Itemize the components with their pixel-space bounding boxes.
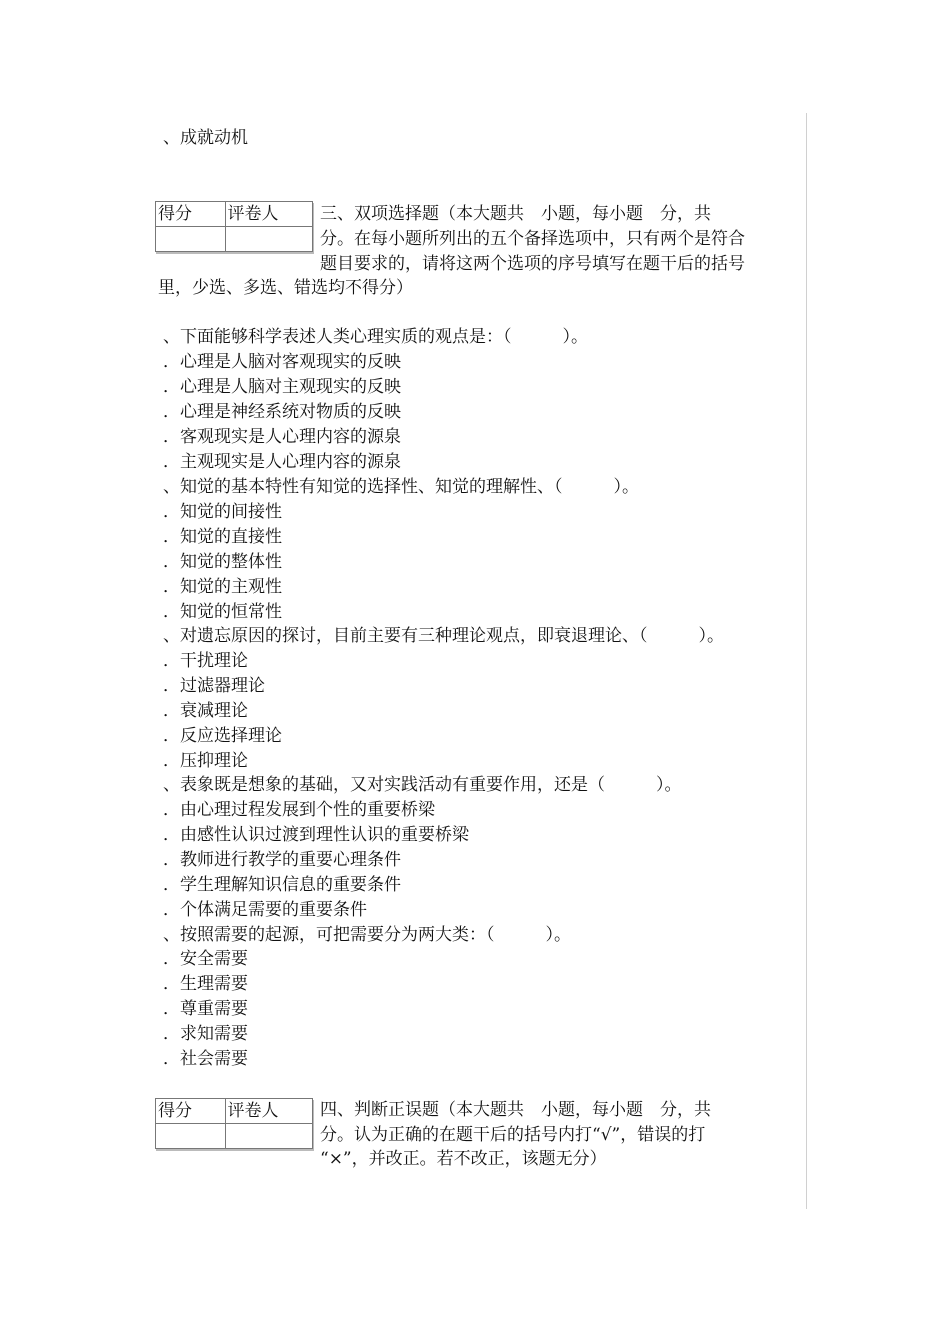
question-option: ．学生理解知识信息的重要条件 (163, 875, 401, 895)
question-stem: 、下面能够科学表述人类心理实质的观点是：（ ）。 (163, 327, 588, 347)
score-cell[interactable] (156, 227, 226, 252)
question-option: ．压抑理论 (163, 751, 248, 771)
question-option: ．衰减理论 (163, 701, 248, 721)
question-stem: 、对遗忘原因的探讨，目前主要有三种理论观点，即衰退理论、（ ）。 (163, 626, 724, 646)
question-option: ．教师进行教学的重要心理条件 (163, 850, 401, 870)
question-option: ．知觉的恒常性 (163, 602, 282, 622)
question-option: ．知觉的直接性 (163, 527, 282, 547)
question-option: ．求知需要 (163, 1024, 248, 1044)
question-option: ．过滤器理论 (163, 676, 265, 696)
question-option: ．客观现实是人心理内容的源泉 (163, 427, 401, 447)
score-table-section3 (155, 201, 313, 252)
section4-title: 四、判断正误题（本大题共 小题，每小题 分，共 (320, 1100, 711, 1120)
section3-instruction: 题目要求的，请将这两个选项的序号填写在题干后的括号 (320, 254, 745, 274)
grader-header: 评卷人 (225, 202, 312, 227)
score-cell[interactable] (156, 1124, 226, 1149)
right-margin-line (806, 113, 807, 1209)
question-option: ．心理是人脑对主观现实的反映 (163, 377, 401, 397)
section4-instruction: “×”，并改正。若不改正，该题无分） (320, 1149, 607, 1169)
question-option: ．尊重需要 (163, 999, 248, 1019)
question-stem: 、按照需要的起源，可把需要分为两大类：（ ）。 (163, 925, 571, 945)
lead-item: 、成就动机 (163, 128, 248, 148)
question-option: ．由感性认识过渡到理性认识的重要桥梁 (163, 825, 469, 845)
question-option: ．社会需要 (163, 1049, 248, 1069)
question-option: ．干扰理论 (163, 651, 248, 671)
grader-cell[interactable] (225, 1124, 312, 1149)
section3-instruction: 里，少选、多选、错选均不得分） (158, 278, 413, 298)
question-option: ．知觉的整体性 (163, 552, 282, 572)
question-option: ．心理是人脑对客观现实的反映 (163, 352, 401, 372)
score-header: 得分 (156, 202, 226, 227)
question-option: ．知觉的间接性 (163, 502, 282, 522)
question-option: ．反应选择理论 (163, 726, 282, 746)
question-option: ．个体满足需要的重要条件 (163, 900, 367, 920)
section3-instruction: 分。在每小题所列出的五个备择选项中，只有两个是符合 (320, 229, 745, 249)
question-option: ．心理是神经系统对物质的反映 (163, 402, 401, 422)
grader-header: 评卷人 (225, 1099, 312, 1124)
section4-instruction: 分。认为正确的在题干后的括号内打“√”，错误的打 (320, 1125, 706, 1145)
question-option: ．主观现实是人心理内容的源泉 (163, 452, 401, 472)
grader-cell[interactable] (225, 227, 312, 252)
score-header: 得分 (156, 1099, 226, 1124)
question-option: ．知觉的主观性 (163, 577, 282, 597)
question-stem: 、知觉的基本特性有知觉的选择性、知觉的理解性、（ ）。 (163, 477, 639, 497)
section3-title: 三、双项选择题（本大题共 小题，每小题 分，共 (320, 204, 711, 224)
question-option: ．安全需要 (163, 949, 248, 969)
question-option: ．由心理过程发展到个性的重要桥梁 (163, 800, 435, 820)
question-option: ．生理需要 (163, 974, 248, 994)
question-stem: 、表象既是想象的基础，又对实践活动有重要作用，还是（ ）。 (163, 775, 682, 795)
score-table-section4 (155, 1098, 313, 1149)
